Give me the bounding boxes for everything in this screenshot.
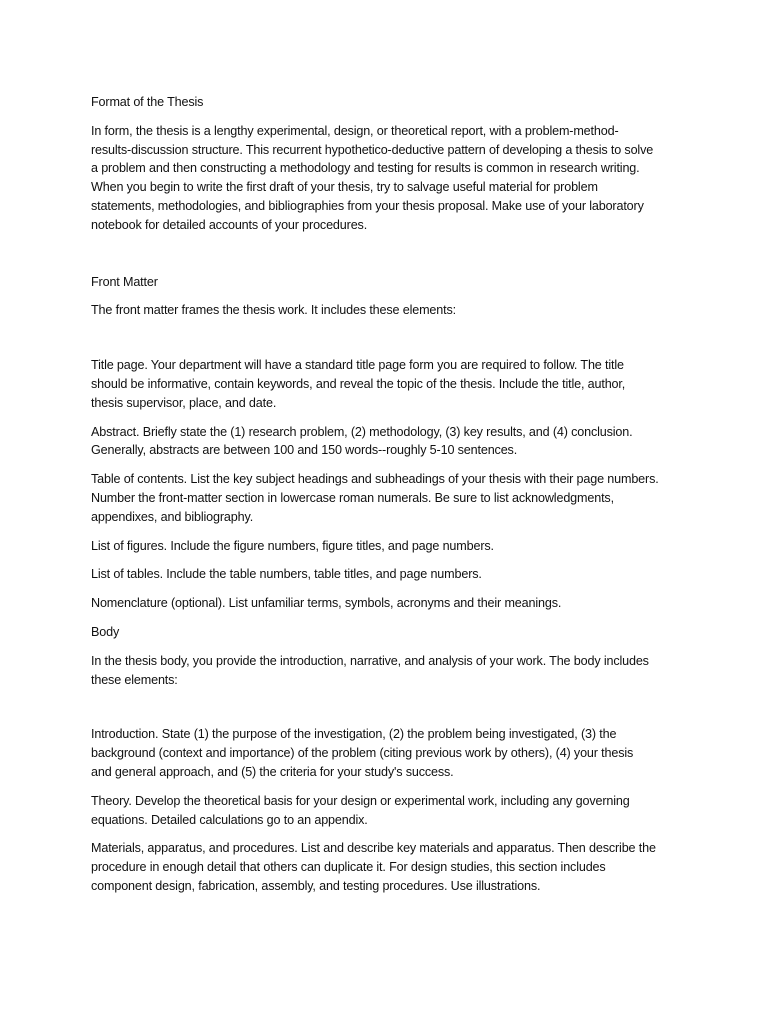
heading-body: Body	[91, 624, 120, 639]
paragraph-nomenclature: Nomenclature (optional). List unfamiliar terms, symbols, acronyms and their meanings.	[91, 596, 562, 611]
paragraph-intro: In form, the thesis is a lengthy experimental, design, or theoretical report, with a problem-method- results-discussion structure. This recurrent hypothetico-deductive pattern of developing a thesis to solve a problem and then constructing a methodology and testing for results is common in research writing. When you begin to write the first draft of your thesis, try to salvage useful material for problem statements, methodologies, and bibliographies from your thesis proposal. Make use of your laboratory notebook for detailed accounts of your procedures.	[91, 123, 654, 232]
paragraph-theory: Theory. Develop the theoretical basis for your design or experimental work, including any governing equations. Detailed calculations go to an appendix.	[91, 793, 630, 827]
heading-format-of-thesis: Format of the Thesis	[91, 95, 204, 109]
heading-front-matter: Front Matter	[91, 274, 158, 289]
document-content	[91, 93, 691, 906]
paragraph-introduction: Introduction. State (1) the purpose of the investigation, (2) the problem being investigated, (3) the background (context and importance) of the problem (citing previous work by others), (4) your thesis and general approach, and (5) the criteria for your study's success.	[91, 727, 634, 779]
paragraph-title-page: Title page. Your department will have a standard title page form you are required to follow. The title should be informative, contain keywords, and reveal the topic of the thesis. Include the title, author, thesis supervisor, place, and date.	[91, 358, 626, 410]
paragraph-list-of-figures: List of figures. Include the figure numbers, figure titles, and page numbers.	[91, 538, 494, 553]
paragraph-front-matter-intro: The front matter frames the thesis work. It includes these elements:	[91, 303, 456, 318]
paragraph-table-of-contents: Table of contents. List the key subject headings and subheadings of your thesis with their page numbers. Number the front-matter section in lowercase roman numerals. Be sure to list acknowledgments, appendixes, and bibliography.	[91, 472, 659, 524]
paragraph-body-intro: In the thesis body, you provide the introduction, narrative, and analysis of your work. The body includes these elements:	[91, 653, 649, 687]
paragraph-abstract: Abstract. Briefly state the (1) research problem, (2) methodology, (3) key results, and (4) conclusion. Generally, abstracts are between 100 and 150 words--roughly 5-10 sentences.	[91, 424, 633, 458]
paragraph-materials-apparatus: Materials, apparatus, and procedures. List and describe key materials and apparatus. Then describe the procedure in enough detail that others can duplicate it. For design studies, this section includes component design, fabrication, assembly, and testing procedures. Use illustrations.	[91, 841, 656, 893]
paragraph-list-of-tables: List of tables. Include the table numbers, table titles, and page numbers.	[91, 567, 482, 582]
